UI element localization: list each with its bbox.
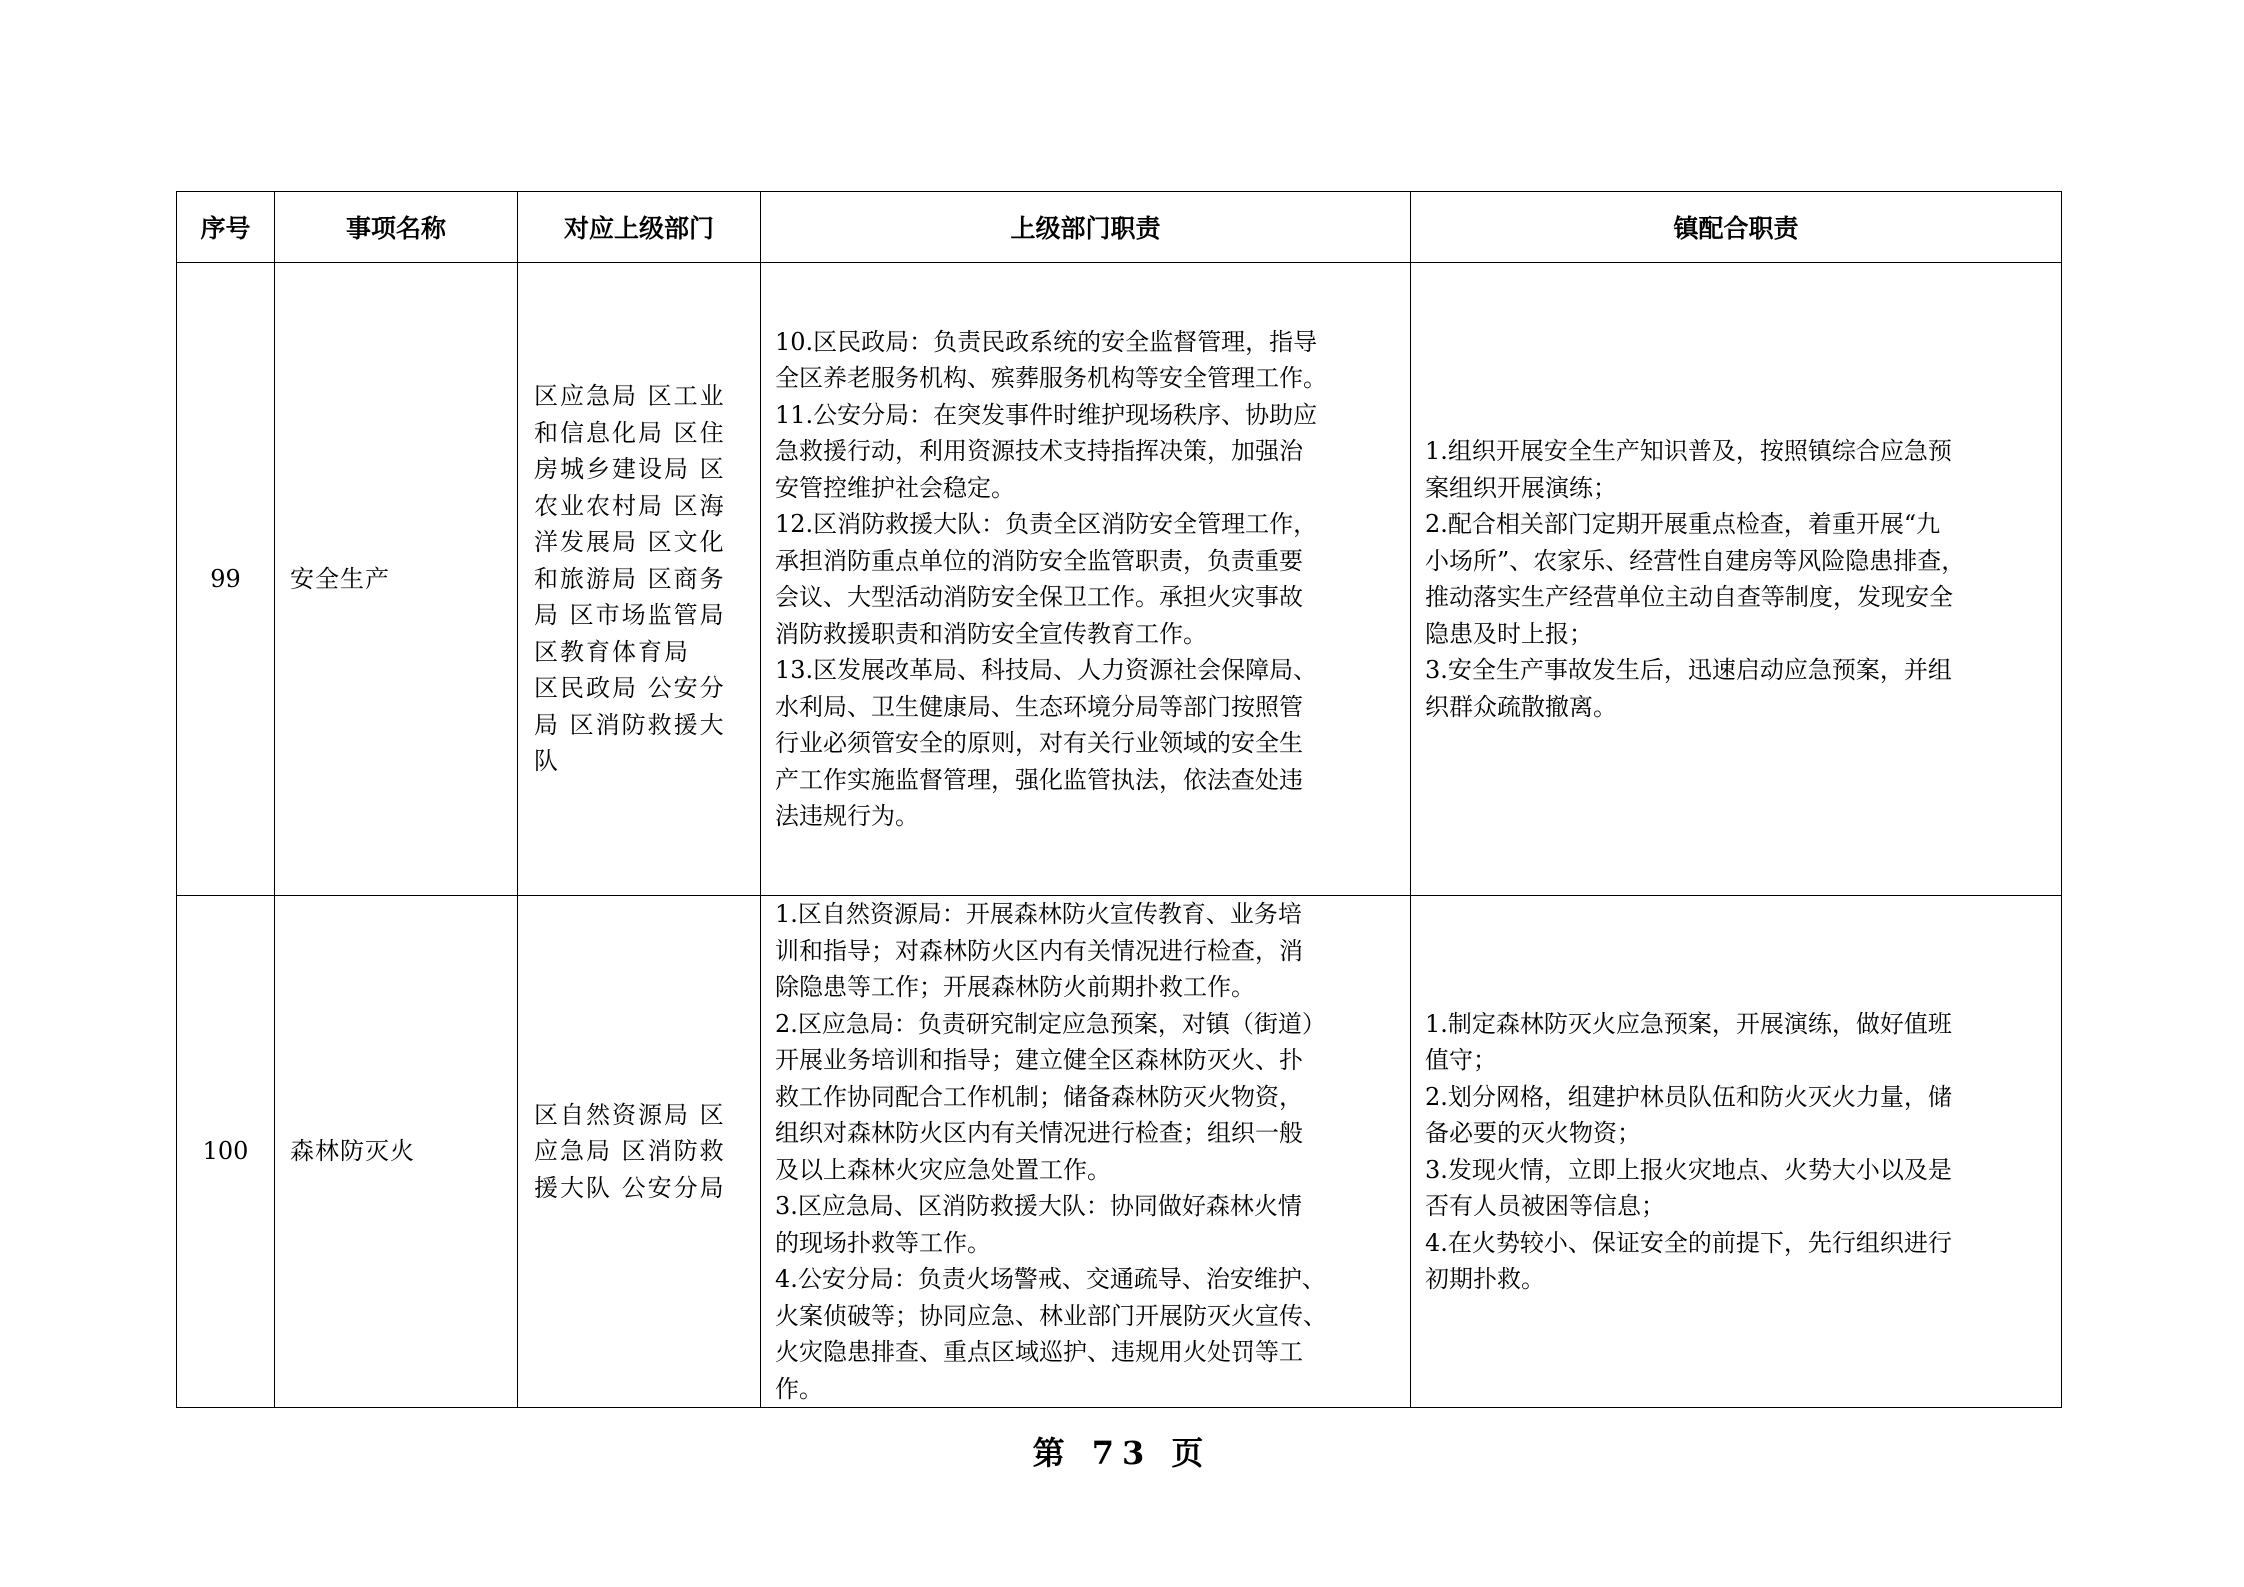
cell-line: 及以上森林火灾应急处置工作。 (775, 1155, 1111, 1184)
superior-duty-cell (761, 896, 1411, 1408)
cell-line: 水利局、卫生健康局、生态环境分局等部门按照管 (775, 692, 1303, 721)
cell-line: 局 区市场监管局 (534, 601, 726, 630)
header-town-duty: 镇配合职责 (1411, 192, 2062, 263)
cell-line: 援大队 公安分局 (534, 1173, 726, 1202)
cell-line: 应急局 区消防救 (534, 1137, 726, 1166)
cell-line: 13.区发展改革局、科技局、人力资源社会保障局、 (775, 656, 1318, 684)
cell-line: 2.划分网格，组建护林员队伍和防火灭火力量，储 (1425, 1082, 1952, 1111)
cell-line: 开展业务培训和指导；建立健全区森林防灭火、扑 (775, 1046, 1303, 1074)
cell-line: 区自然资源局 区 (534, 1100, 726, 1129)
cell-line: 值守； (1425, 1046, 1497, 1074)
page-number: 第 73 页 (1032, 1434, 1212, 1472)
cell-line: 1.制定森林防灭火应急预案，开展演练，做好值班 (1425, 1009, 1952, 1038)
cell-line: 2.区应急局：负责研究制定应急预案，对镇（街道） (775, 1009, 1326, 1038)
cell-line: 队 (534, 747, 560, 776)
cell-line: 隐患及时上报； (1425, 619, 1593, 648)
cell-line: 洋发展局 区文化 (534, 528, 726, 557)
cell-line: 12.区消防救援大队：负责全区消防安全管理工作， (775, 510, 1318, 538)
cell-line: 3.区应急局、区消防救援大队：协同做好森林火情 (775, 1192, 1302, 1220)
table-row (177, 263, 2062, 896)
cell-line: 2.配合相关部门定期开展重点检查，着重开展“九 (1425, 510, 1941, 538)
cell-line: 区民政局 公安分 (534, 674, 726, 703)
cell-line: 消防救援职责和消防安全宣传教育工作。 (775, 619, 1207, 648)
superior-department-cell (518, 263, 761, 896)
cell-line: 3.安全生产事故发生后，迅速启动应急预案，并组 (1425, 656, 1952, 684)
cell-line: 除隐患等工作；开展森林防火前期扑救工作。 (775, 973, 1255, 1001)
cell-line: 备必要的灭火物资； (1425, 1119, 1641, 1147)
cell-line: 作。 (775, 1374, 823, 1403)
header-item-name: 事项名称 (275, 192, 518, 263)
town-duty-cell (1411, 263, 2062, 896)
cell-line: 训和指导；对森林防火区内有关情况进行检查，消 (775, 936, 1303, 965)
cell-line: 区教育体育局 (534, 637, 690, 666)
cell-line: 救工作协同配合工作机制；储备森林防灭火物资， (775, 1082, 1303, 1111)
cell-line: 推动落实生产经营单位主动自查等制度，发现安全 (1425, 583, 1953, 611)
cell-line: 织群众疏散撤离。 (1425, 692, 1617, 721)
cell-line: 4.在火势较小、保证安全的前提下，先行组织进行 (1425, 1228, 1952, 1257)
cell-line: 小场所”、农家乐、经营性自建房等风险隐患排查， (1425, 546, 1966, 575)
cell-line: 的现场扑救等工作。 (775, 1228, 991, 1257)
cell-line: 全区养老服务机构、殡葬服务机构等安全管理工作。 (775, 364, 1327, 392)
cell-line: 急救援行动，利用资源技术支持指挥决策，加强治 (775, 437, 1303, 465)
header-serial-number: 序号 (177, 192, 275, 263)
cell-line: 1.区自然资源局：开展森林防火宣传教育、业务培 (775, 900, 1302, 928)
cell-line: 初期扑救。 (1425, 1265, 1545, 1293)
cell-line: 1.组织开展安全生产知识普及，按照镇综合应急预 (1425, 437, 1952, 465)
cell-line: 11.公安分局：在突发事件时维护现场秩序、协助应 (775, 400, 1318, 429)
item-name-cell: 安全生产 (275, 263, 518, 896)
serial-number-cell: 100 (177, 896, 275, 1408)
cell-line: 组织对森林防火区内有关情况进行检查；组织一般 (775, 1119, 1303, 1147)
cell-line: 局 区消防救援大 (534, 710, 726, 739)
cell-line: 4.公安分局：负责火场警戒、交通疏导、治安维护、 (775, 1265, 1326, 1293)
cell-line: 3.发现火情，立即上报火灾地点、火势大小以及是 (1425, 1155, 1952, 1184)
cell-line: 和旅游局 区商务 (534, 564, 726, 593)
cell-line: 否有人员被困等信息； (1425, 1192, 1665, 1220)
cell-line: 火案侦破等；协同应急、林业部门开展防灭火宣传、 (775, 1301, 1327, 1330)
cell-line: 产工作实施监督管理，强化监管执法，依法查处违 (775, 765, 1303, 794)
cell-line: 和信息化局 区住 (534, 418, 726, 447)
header-superior-duty: 上级部门职责 (761, 192, 1411, 263)
superior-duty-cell (761, 263, 1411, 896)
table-header-row (177, 192, 2062, 263)
header-superior-department: 对应上级部门 (518, 192, 761, 263)
serial-number-cell: 99 (177, 263, 275, 896)
cell-line: 案组织开展演练； (1425, 473, 1617, 502)
cell-line: 安管控维护社会稳定。 (775, 473, 1015, 502)
superior-department-cell (518, 896, 761, 1408)
duty-table (176, 191, 2062, 1408)
table-row (177, 896, 2062, 1408)
cell-line: 会议、大型活动消防安全保卫工作。承担火灾事故 (775, 583, 1303, 611)
cell-line: 区应急局 区工业 (534, 382, 726, 411)
item-name-cell: 森林防灭火 (275, 896, 518, 1408)
cell-line: 行业必须管安全的原则，对有关行业领域的安全生 (775, 729, 1303, 757)
cell-line: 农业农村局 区海 (534, 491, 726, 520)
cell-line: 房城乡建设局 区 (534, 455, 726, 484)
cell-line: 10.区民政局：负责民政系统的安全监督管理，指导 (775, 327, 1318, 356)
cell-line: 法违规行为。 (775, 802, 919, 830)
town-duty-cell (1411, 896, 2062, 1408)
cell-line: 承担消防重点单位的消防安全监管职责，负责重要 (775, 546, 1303, 575)
cell-line: 火灾隐患排查、重点区域巡护、违规用火处罚等工 (775, 1338, 1303, 1366)
